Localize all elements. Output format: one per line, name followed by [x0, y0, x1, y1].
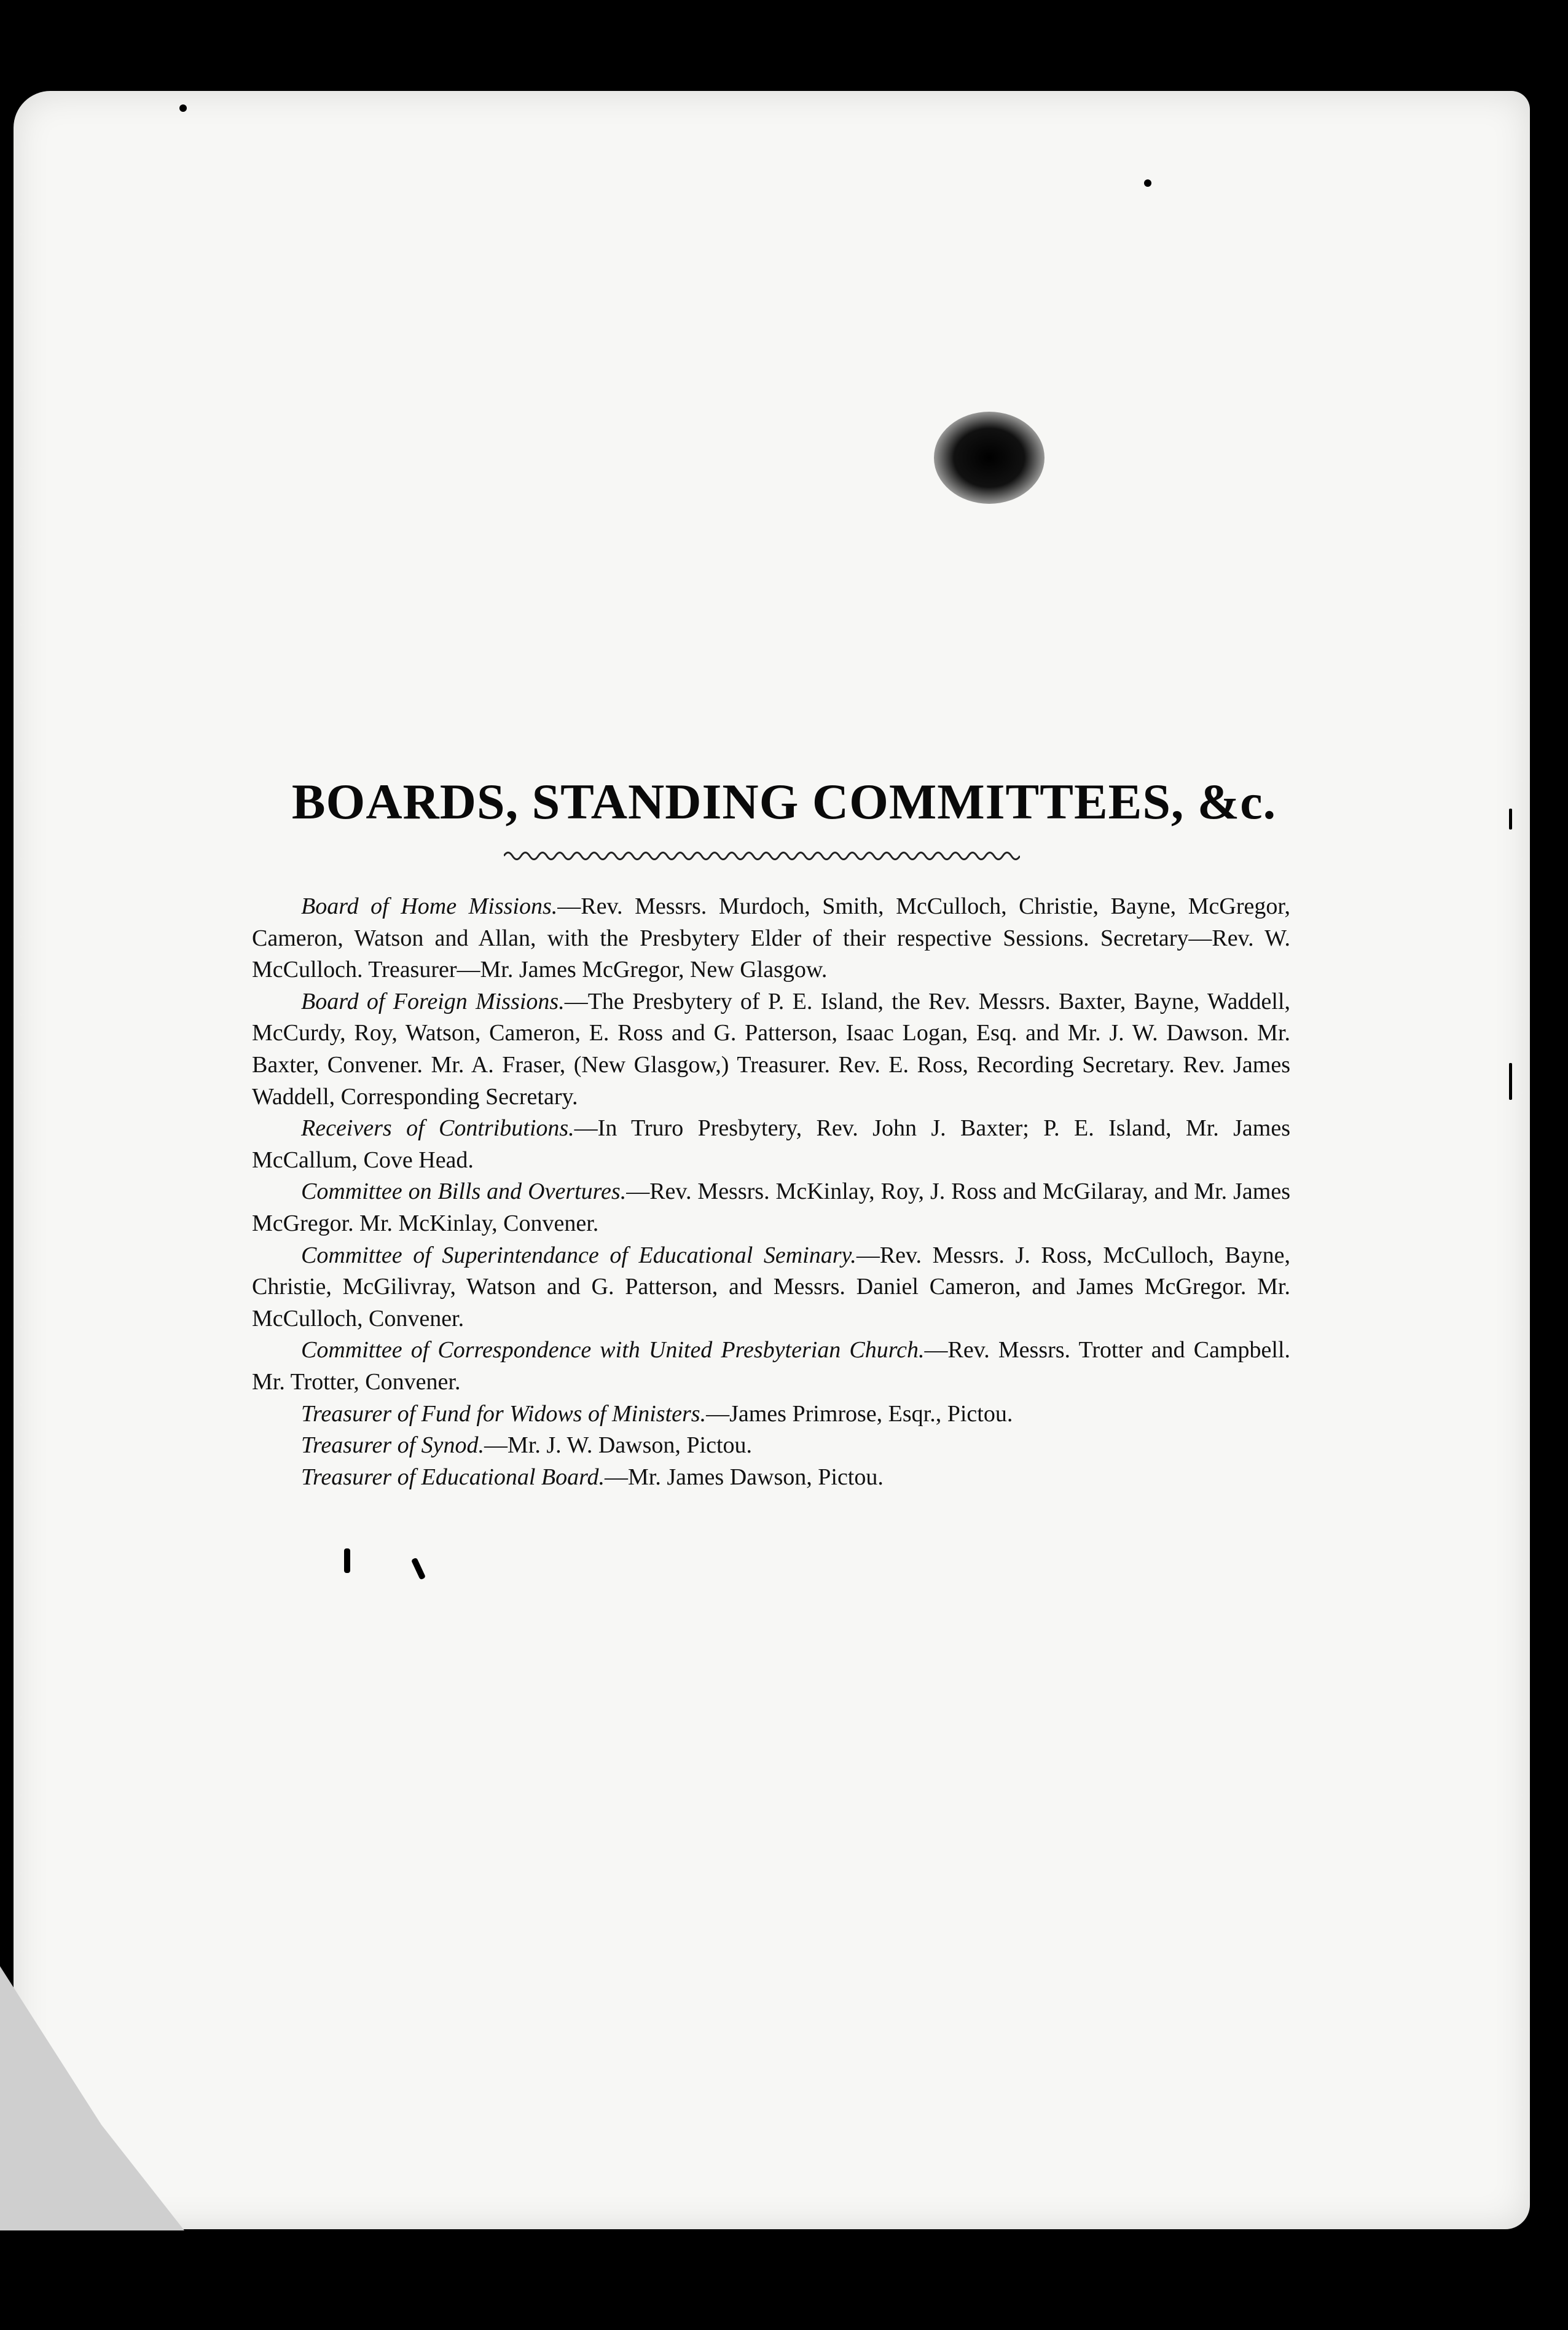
entry-bills-overtures [252, 1176, 1290, 1239]
entry-text: —Rev. Messrs. McKinlay, Roy, J. Ross and McGilaray, and Mr. James McGregor. Mr. McKinlay, Convener. [252, 1179, 1290, 1236]
entry-text: —In Truro Presbytery, Rev. John J. Baxter; P. E. Island, Mr. James McCallum, Cove Head. [252, 1115, 1291, 1173]
speck [1144, 179, 1151, 187]
speck [179, 104, 187, 112]
entry-text: —Mr. James Dawson, Pictou. [605, 1464, 884, 1490]
entry-text: —Rev. Messrs. Trotter and Campbell. Mr. Trotter, Convener. [252, 1337, 1290, 1395]
entry-heading: Board of Home Missions. [301, 893, 558, 919]
entry-text: —James Primrose, Esqr., Pictou. [706, 1400, 1013, 1427]
entry-educational-seminary [252, 1240, 1290, 1335]
entry-heading: Treasurer of Educational Board. [301, 1464, 605, 1490]
entry-heading: Committee of Superintendance of Educational Seminary. [301, 1242, 857, 1268]
entry-heading: Committee on Bills and Overtures. [301, 1179, 627, 1205]
entry-home-missions [252, 891, 1290, 986]
entry-text: —Rev. Messrs. Murdoch, Smith, McCulloch, Christie, Bayne, McGregor, Cameron, Watson and Allan, with the Presbytery Elder of their respective Sessions. Secretary—Rev. W. McCulloch. Treasurer—Mr. James McGregor, New Glasgow. [252, 893, 1290, 983]
ink-blot [934, 412, 1045, 504]
committee-list [252, 891, 1290, 1493]
entry-educational-board [252, 1462, 1290, 1494]
entry-receivers [252, 1113, 1290, 1176]
entry-heading: Treasurer of Fund for Widows of Ministers. [301, 1400, 707, 1427]
entry-heading: Board of Foreign Missions. [301, 988, 565, 1014]
speck [1509, 1063, 1512, 1100]
entry-text: —Mr. J. W. Dawson, Pictou. [484, 1432, 753, 1459]
entry-synod-treasurer [252, 1430, 1290, 1462]
entry-foreign-missions [252, 986, 1290, 1113]
entry-heading: Treasurer of Synod. [301, 1432, 485, 1459]
entry-correspondence [252, 1335, 1290, 1398]
entry-text: —Rev. Messrs. J. Ross, McCulloch, Bayne, Christie, McGilivray, Watson and G. Patterson, and Messrs. Daniel Cameron, and James McGregor. Mr. McCulloch, Convener. [252, 1242, 1291, 1332]
entry-heading: Committee of Correspondence with United Presbyterian Church. [301, 1337, 925, 1363]
document-title: BOARDS, STANDING COMMITTEES, &c. [291, 774, 1277, 830]
wavy-rule [504, 847, 1020, 865]
entry-widows-fund [252, 1398, 1290, 1430]
speck [344, 1548, 350, 1573]
entry-heading: Receivers of Contributions. [301, 1115, 574, 1142]
entry-text: —The Presbytery of P. E. Island, the Rev. Messrs. Baxter, Bayne, Waddell, McCurdy, Roy, Watson, Cameron, E. Ross and G. Patterson, Isaac Logan, Esq. and Mr. J. W. Dawson. Mr. Baxter, Convener. Mr. A. Fraser, (New Glasgow,) Treasurer. Rev. E. Ross, Recording Secretary. Rev. James Waddell, Corresponding Secretary. [252, 988, 1290, 1110]
